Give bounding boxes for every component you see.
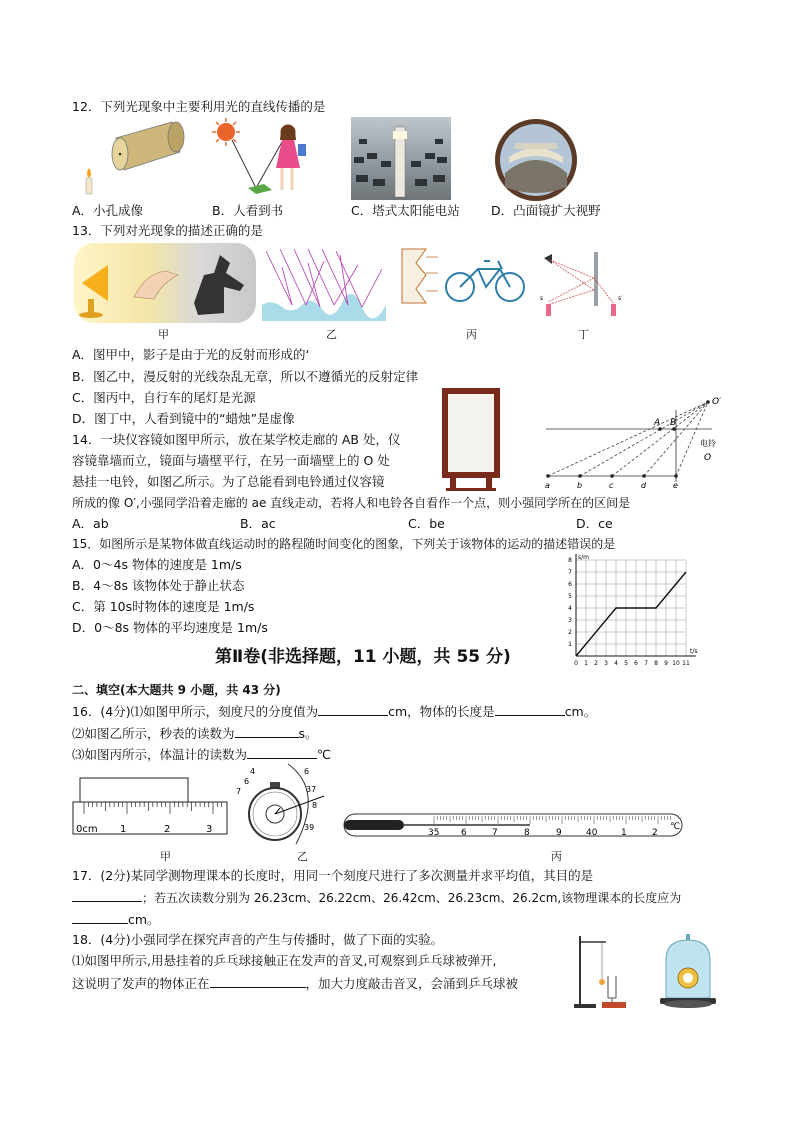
- x-tick-label: 5: [624, 660, 628, 667]
- y-tick-label: 4: [568, 605, 572, 612]
- q13-fig-label-jia: 甲: [158, 328, 169, 341]
- section2-title: 第Ⅱ卷(非选择题，11 小题，共 55 分): [215, 647, 511, 667]
- x-tick-label: 3: [604, 660, 608, 667]
- thermo-label-42: 2: [652, 828, 658, 838]
- q16-fig-label-bing: 丙: [551, 850, 562, 863]
- q12-option-a: A．小孔成像: [72, 203, 144, 218]
- q13-fig-label-yi: 乙: [326, 328, 337, 341]
- q17-answer-purpose[interactable]: [72, 889, 142, 902]
- label-a: a: [545, 481, 550, 490]
- q15-option-d: D．0～8s 物体的平均速度是 1m/s: [72, 620, 268, 635]
- q16-fig-label-yi: 乙: [297, 850, 308, 863]
- mirror-label-s: s: [540, 295, 544, 302]
- y-tick-label: 7: [568, 569, 572, 576]
- y-tick-label: 8: [568, 557, 572, 564]
- shadow-figure: [74, 243, 256, 323]
- x-tick-label: 4: [614, 660, 618, 667]
- q12-stem: 12．下列光现象中主要利用光的直线传播的是: [72, 99, 326, 114]
- y-tick-label: 2: [568, 629, 572, 636]
- q18-l3a: 这说明了发声的物体正在: [72, 976, 210, 991]
- stopwatch-label-37: 37: [306, 785, 317, 794]
- q13-option-d: D．图丁中，人看到镜中的“蜡烛”是虚像: [72, 411, 295, 426]
- q16-line-2: [72, 725, 318, 742]
- q15-stem: 15．如图所示是某物体做直线运动时的路程随时间变化的图象，下列关于该物体的运动的描述错误的是: [72, 537, 616, 551]
- q16-l2b: s。: [298, 726, 318, 741]
- dressing-mirror-figure: [440, 386, 502, 492]
- x-tick-label: 7: [644, 660, 648, 667]
- q17-line-3: [72, 911, 160, 928]
- ruler-label-0: 0cm: [76, 824, 98, 835]
- ruler-label-2: 2: [164, 824, 171, 835]
- q13-stem: 13．下列对光现象的描述正确的是: [72, 223, 263, 238]
- q14-line-1: 14．一块仪容镜如图甲所示，放在某学校走廊的 AB 处，仪: [72, 432, 401, 447]
- stopwatch-label-6b: 6: [244, 777, 250, 786]
- q18-line-2: ⑴如图甲所示,用悬挂着的乒乓球接触正在发声的音叉,可观察到乒乓球被弹开,: [72, 953, 497, 968]
- label-e: e: [673, 481, 678, 490]
- thermo-label-37: 7: [492, 828, 498, 838]
- bicycle-reflector-figure: [398, 245, 526, 307]
- x-tick-label: 11: [682, 660, 690, 667]
- label-bell: 电铃: [700, 439, 716, 448]
- q16-l1b: cm，物体的长度是: [388, 704, 495, 719]
- corridor-diagram: [540, 392, 732, 492]
- q14-option-b: B．ac: [240, 516, 276, 531]
- q16-l3b: ℃: [317, 747, 332, 762]
- reading-girl-figure: [212, 118, 312, 198]
- q13-fig-label-ding: 丁: [578, 328, 589, 341]
- label-b: b: [577, 481, 583, 490]
- stopwatch-label-7: 7: [236, 787, 242, 796]
- q15-option-c: C．第 10s时物体的速度是 1m/s: [72, 599, 255, 614]
- q16-answer-thermometer[interactable]: [247, 746, 317, 759]
- q18-line-3: [72, 975, 518, 992]
- y-tick-label: 1: [568, 641, 572, 648]
- q14-option-c: C．be: [408, 516, 445, 531]
- q14-line-4: 所成的像 O′,小强同学沿着走廊的 ae 直线走动，若将人和电铃各自看作一个点，则小强同学所在的区间是: [72, 496, 631, 510]
- x-tick-label: 8: [654, 660, 658, 667]
- y-axis-label: s/m: [578, 554, 589, 561]
- q18-line-1: 18．(4分)小强同学在探究声音的产生与传播时，做了下面的实验。: [72, 932, 444, 947]
- thermometer-figure: [340, 808, 690, 842]
- q16-l3a: ⑶如图丙所示，体温计的读数为: [72, 747, 248, 762]
- q16-l2a: ⑵如图乙所示，秒表的读数为: [72, 726, 235, 741]
- q12-option-b: B．人看到书: [212, 203, 284, 218]
- section2-heading: 二、填空(本大题共 9 小题，共 43 分): [72, 683, 281, 697]
- label-c: c: [609, 481, 614, 490]
- stopwatch-label-39: 39: [304, 823, 315, 832]
- y-tick-label: 3: [568, 617, 572, 624]
- q13-option-c: C．图丙中，自行车的尾灯是光源: [72, 390, 256, 405]
- q14-line-2: 容镜靠墙而立，镜面与墙壁平行，在另一面墙壁上的 O 处: [72, 453, 390, 468]
- thermo-label-36: 6: [461, 828, 467, 838]
- y-tick-label: 5: [568, 593, 572, 600]
- x-axis-label: t/s: [690, 648, 698, 655]
- mirror-label-s-prime: s′: [618, 295, 623, 302]
- q16-line-1: [72, 703, 596, 720]
- stopwatch-label-6: 6: [304, 767, 310, 776]
- label-A: A: [654, 418, 661, 428]
- ruler-label-3: 3: [206, 824, 213, 835]
- q12-option-d: D．凸面镜扩大视野: [491, 203, 601, 218]
- q17-line-1: 17．(2分)某同学测物理课本的长度时，用同一个刻度尺进行了多次测量并求平均值，其目的是: [72, 868, 594, 883]
- thermo-label-39: 9: [556, 828, 562, 838]
- x-tick-label: 0: [574, 660, 578, 667]
- q18-answer-vibrating[interactable]: [210, 975, 306, 988]
- q15-option-a: A．0～4s 物体的速度是 1m/s: [72, 557, 242, 572]
- q12-option-c: C．塔式太阳能电站: [351, 203, 460, 218]
- q14-option-d: D．ce: [576, 516, 613, 531]
- thermo-unit: ℃: [670, 822, 681, 832]
- x-tick-label: 1: [584, 660, 588, 667]
- q16-answer-length[interactable]: [495, 703, 565, 716]
- x-tick-label: 6: [634, 660, 638, 667]
- q15-option-b: B．4～8s 该物体处于静止状态: [72, 578, 245, 593]
- q13-option-b: B．图乙中，漫反射的光线杂乱无章，所以不遵循光的反射定律: [72, 369, 419, 384]
- distance-time-chart: [560, 552, 710, 674]
- label-B: B: [670, 418, 677, 428]
- stopwatch-label-4: 4: [250, 767, 256, 776]
- q17-l2: ；若五次读数分别为 26.23cm、26.22cm、26.42cm、26.23cm、26.2cm,该物理课本的长度应为: [142, 891, 682, 905]
- thermo-label-40: 40: [586, 828, 598, 838]
- pinhole-camera-figure: [76, 116, 186, 198]
- x-tick-label: 2: [594, 660, 598, 667]
- series-line: [576, 572, 686, 656]
- q13-option-a: A．图甲中，影子是由于光的反射而形成的‘: [72, 347, 310, 362]
- q17-line-2: [72, 889, 681, 906]
- q17-l3: cm。: [128, 912, 160, 927]
- diffuse-reflection-figure: [262, 247, 386, 321]
- thermo-label-41: 1: [621, 828, 627, 838]
- tuning-fork-figure: [572, 932, 632, 1010]
- q16-l1c: cm。: [564, 704, 597, 719]
- y-tick-label: 6: [568, 581, 572, 588]
- label-O: O: [704, 453, 712, 463]
- ruler-label-1: 1: [120, 824, 127, 835]
- ruler-figure: [72, 776, 230, 838]
- x-tick-label: 10: [672, 660, 680, 667]
- bell-jar-figure: [656, 932, 720, 1010]
- stopwatch-label-8: 8: [312, 801, 318, 810]
- solar-tower-photo: [351, 117, 451, 200]
- q14-line-3: 悬挂一电铃，如图乙所示。为了总能看到电铃通过仪容镜: [72, 474, 385, 489]
- thermo-label-35: 35: [428, 828, 440, 838]
- q14-option-a: A．ab: [72, 516, 109, 531]
- q16-answer-division[interactable]: [318, 703, 388, 716]
- q16-fig-label-jia: 甲: [160, 850, 171, 863]
- q17-answer-length[interactable]: [72, 911, 128, 924]
- convex-mirror-photo: [493, 117, 579, 203]
- q13-fig-label-bing: 丙: [466, 328, 477, 341]
- thermo-label-38: 8: [524, 828, 530, 838]
- q16-answer-stopwatch[interactable]: [235, 725, 299, 738]
- label-d: d: [641, 481, 647, 490]
- x-tick-label: 9: [664, 660, 668, 667]
- label-O-prime: O′: [712, 397, 722, 407]
- q18-l3b: ，加大力度敲击音叉，会涌到乒乓球被: [305, 976, 519, 991]
- plane-mirror-figure: [538, 248, 628, 322]
- stopwatch-figure: [234, 760, 334, 846]
- q16-l1a: 16．(4分)⑴如图甲所示，刻度尺的分度值为: [72, 704, 319, 719]
